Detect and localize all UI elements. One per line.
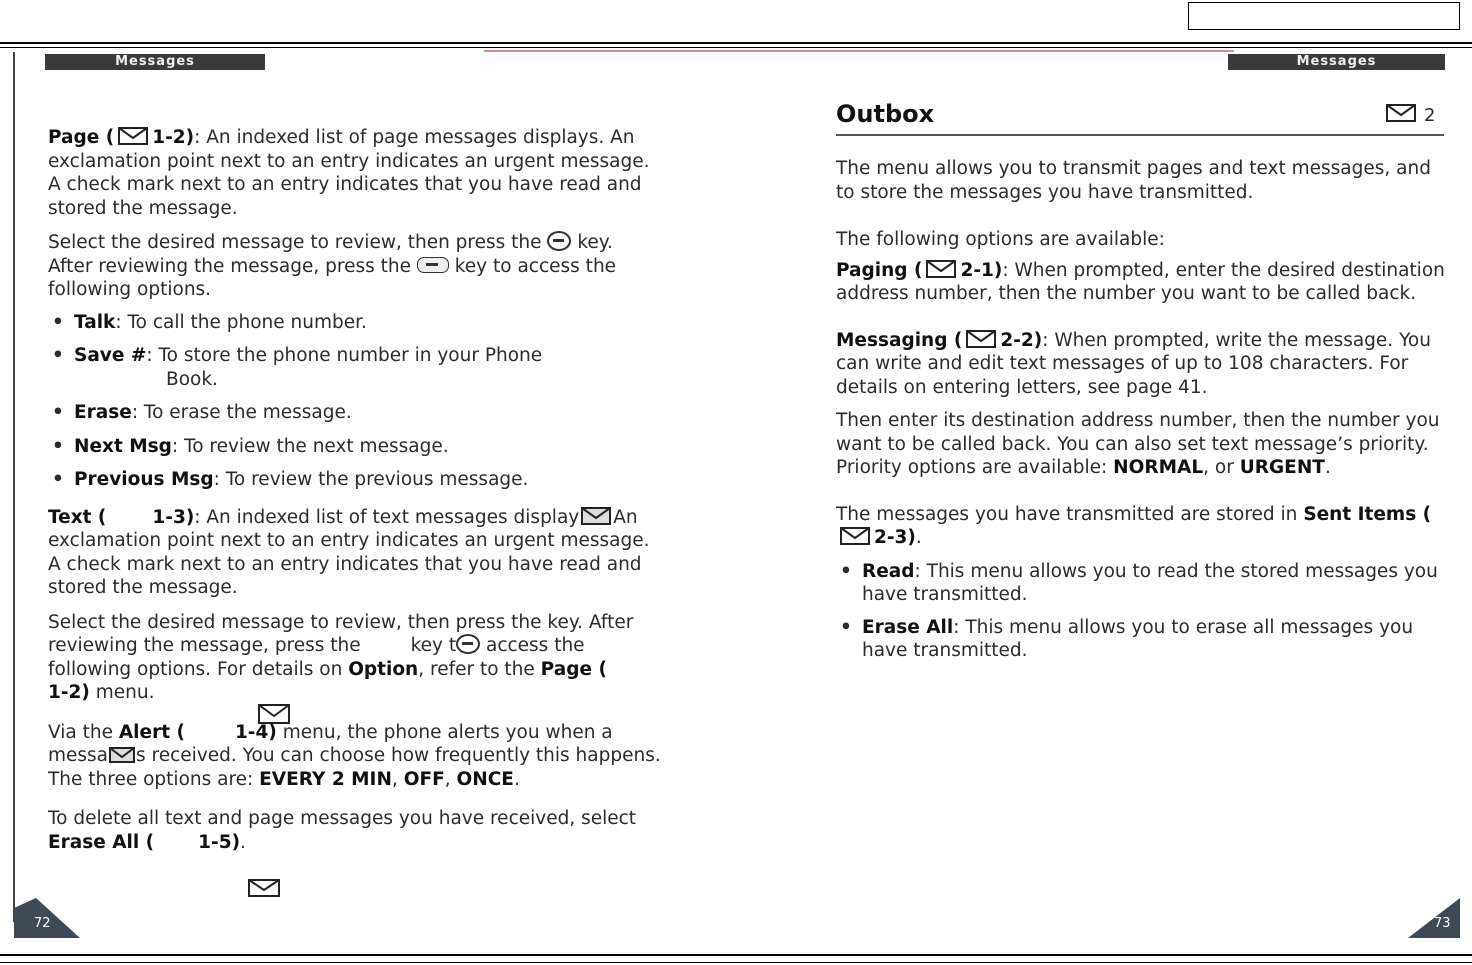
alert-text-3: s received. You can choose how frequently this happens. The three options are: — [48, 745, 661, 790]
alert-option-off: OFF — [403, 768, 445, 790]
messaging-label: Messaging ( — [836, 329, 963, 351]
option-label: Save # — [74, 345, 147, 366]
option-label: Talk — [74, 311, 116, 333]
then-or: , or — [1203, 457, 1234, 478]
text-menu-code: 1-3) — [152, 506, 195, 528]
paging-text: : When prompted, enter the desired destination address number, then the number you want to be called back. — [836, 259, 1445, 304]
select2-text-2: key t — [410, 635, 457, 656]
option-text: : To store the phone number in your Phone — [146, 345, 543, 366]
alert-menu-code: 1-4) — [234, 721, 277, 743]
page-top-line — [484, 50, 1234, 52]
option-label: Previous Msg — [74, 469, 214, 490]
envelope-icon — [248, 879, 280, 901]
erase-all-label: Erase All ( — [48, 831, 155, 853]
messaging-text: : When prompted, write the message. You can write and edit text messages of up to 108 characters. For details on entering letters, see page 41. — [836, 329, 1431, 398]
alert-text-2: menu, the phone alerts you when a messa — [48, 721, 613, 766]
text-description-3: An exclamation point next to an entry indicates an urgent message. A check mark next to an entry indicates that you have read and stored the message. — [48, 506, 650, 598]
paging-paragraph — [836, 259, 1446, 306]
page-edge — [13, 52, 15, 922]
bottom-rule — [0, 954, 1472, 956]
menu-key-icon — [417, 257, 449, 273]
top-rule — [0, 42, 1472, 44]
list-item — [48, 435, 663, 459]
period: . — [915, 527, 922, 548]
period: . — [513, 768, 520, 790]
page-paragraph — [48, 126, 663, 220]
ok-key-icon — [456, 634, 480, 654]
erase-all-code: 1-5) — [198, 831, 241, 853]
right-page — [836, 157, 1446, 663]
priority-normal: NORMAL — [1113, 457, 1204, 478]
alert-option-every: EVERY 2 MIN — [259, 768, 392, 790]
alert-menu-label: Alert ( — [118, 721, 185, 743]
messaging-code: 2-2) — [1000, 329, 1043, 351]
paging-code: 2-1) — [960, 259, 1003, 281]
option-text: : To erase the message. — [131, 402, 352, 423]
delete-paragraph — [48, 807, 663, 854]
text-paragraph — [48, 506, 663, 600]
envelope-icon — [258, 704, 290, 728]
following-text: The following options are available: — [836, 229, 1165, 250]
priority-urgent: URGENT — [1239, 457, 1325, 478]
option-text-continued: Book. — [166, 368, 218, 390]
option-text: : To review the previous message. — [213, 469, 529, 490]
delete-text: To delete all text and page messages you have received, select — [48, 808, 637, 829]
left-section-tab: Messages — [45, 54, 265, 70]
select-paragraph-2 — [48, 611, 663, 705]
option-text: : To call the phone number. — [115, 311, 367, 333]
list-item — [836, 560, 1446, 607]
select-paragraph — [48, 231, 663, 302]
sent-items-label: Sent Items ( — [1303, 503, 1432, 525]
list-item — [48, 311, 663, 335]
list-item — [48, 344, 663, 391]
stored-paragraph — [836, 503, 1446, 550]
text-menu-label: Text ( — [48, 506, 107, 528]
page-menu-code: 1-2) — [48, 682, 90, 703]
then-paragraph — [836, 409, 1446, 480]
option-text: : This menu allows you to erase all messages you have transmitted. — [862, 616, 1414, 661]
list-item — [48, 401, 663, 425]
text-description-2: display — [513, 506, 580, 528]
option-text: : To review the next message. — [171, 435, 449, 457]
envelope-icon — [1386, 104, 1416, 127]
messaging-paragraph — [836, 329, 1446, 400]
intro-paragraph: The menu allows you to transmit pages and text messages, and to store the messages you have transmitted. — [836, 158, 1431, 203]
envelope-icon — [966, 330, 996, 348]
alert-option-once: ONCE — [456, 768, 514, 790]
select2-text-4: , refer to the — [418, 658, 535, 680]
then-text: Then enter its destination address number, then the number you want to be called back. You can also set text message’s priority. Priority options are available: — [836, 410, 1440, 478]
right-options-list — [836, 560, 1446, 663]
page-description: : An indexed list of page messages displays. An exclamation point next to an entry indicates an urgent message. A check mark next to an entry indicates that you have read and stored the message. — [48, 127, 650, 219]
period: . — [1324, 457, 1331, 478]
option-label: Erase — [74, 402, 132, 423]
paging-label: Paging ( — [836, 259, 923, 281]
page-menu-label: Page ( — [540, 658, 607, 680]
separator: , — [391, 768, 398, 790]
select2-text-5: menu. — [95, 682, 155, 703]
select2-text-3: access the following options. For details on — [48, 635, 585, 680]
sent-items-code: 2-3) — [874, 527, 916, 548]
top-right-box — [1188, 2, 1460, 30]
separator: , — [444, 768, 451, 790]
select2-text-1: Select the desired message to review, then press the key. After reviewing the message, press the — [48, 611, 634, 656]
bottom-rule-thin — [0, 962, 1472, 963]
page-menu-code: 1-2) — [152, 127, 195, 148]
heading-rule — [836, 134, 1444, 136]
period: . — [240, 831, 246, 853]
outbox-menu-ref — [1386, 104, 1435, 127]
option-label: Next Msg — [74, 435, 172, 457]
outbox-menu-number: 2 — [1424, 105, 1436, 126]
option-menu-label: Option — [348, 658, 419, 680]
envelope-icon — [926, 260, 956, 278]
page-menu-label: Page ( — [48, 127, 115, 148]
list-item — [836, 616, 1446, 663]
page-number-left: 72 — [34, 916, 51, 931]
envelope-icon — [840, 527, 870, 545]
page-number-right: 73 — [1434, 916, 1451, 931]
envelope-icon — [109, 747, 135, 763]
ok-key-icon — [547, 231, 571, 251]
stored-text: The messages you have transmitted are stored in — [836, 503, 1298, 525]
right-section-tab: Messages — [1228, 54, 1445, 70]
left-page — [48, 126, 663, 854]
list-item — [48, 468, 663, 492]
select-text-3: key to access the following options. — [48, 255, 617, 300]
envelope-icon — [118, 127, 148, 145]
alert-text-1: Via the — [48, 721, 113, 743]
top-rule-thin — [0, 47, 1472, 48]
outbox-heading: Outbox — [836, 100, 935, 128]
option-label: Read — [862, 560, 915, 582]
select-text-2: key. After reviewing the message, press the — [48, 232, 613, 277]
alert-paragraph — [48, 721, 663, 792]
select-text-1: Select the desired message to review, then press the — [48, 232, 542, 253]
option-label: Erase All — [862, 616, 954, 638]
envelope-icon — [581, 507, 611, 525]
option-text: : This menu allows you to read the stored messages you have transmitted. — [862, 560, 1438, 605]
text-description-1: : An indexed list of text messages — [194, 506, 508, 528]
left-options-list — [48, 311, 663, 492]
